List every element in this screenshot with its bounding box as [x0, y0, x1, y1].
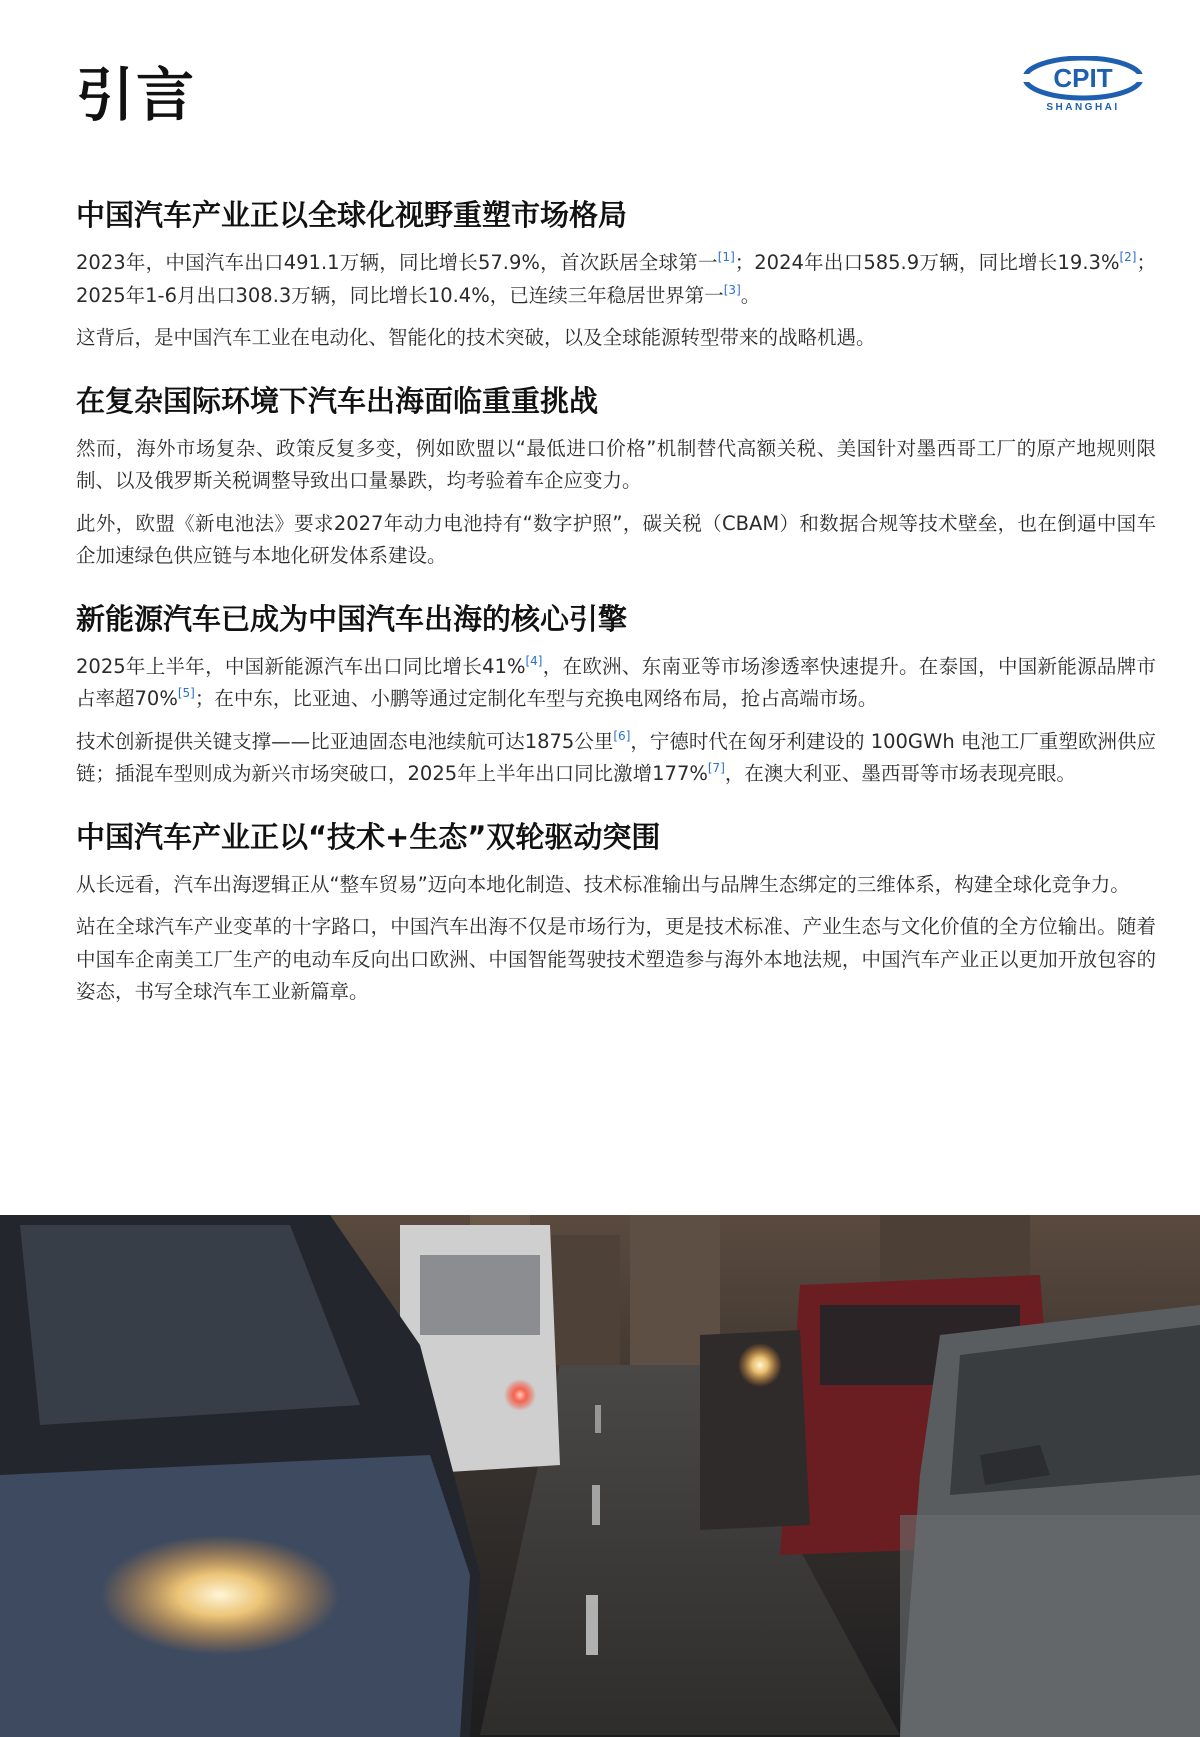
paragraph: [76, 651, 1156, 716]
paragraph: [76, 869, 1156, 902]
footnote-ref[interactable]: [3]: [723, 282, 741, 297]
page-title: 引言: [76, 61, 197, 129]
paragraph-text: 站在全球汽车产业变革的十字路口，中国汽车出海不仅是市场行为，更是技术标准、产业生态与文化价值的全方位输出。随着中国车企南美工厂生产的电动车反向出口欧洲、中国智能驾驶技术塑造参与海外本地法规，中国汽车产业正以更加开放包容的姿态，书写全球汽车工业新篇章。: [76, 915, 1156, 1003]
section-2: [76, 381, 1156, 573]
paragraph: [76, 508, 1156, 573]
paragraph-text: ，在欧洲、东南亚等市场渗透率快速提升。在泰国，中国新能源品牌市占率超70%: [76, 654, 1156, 710]
article-content: [76, 195, 1156, 1035]
paragraph: [76, 247, 1156, 312]
section-1: [76, 195, 1156, 355]
paragraph-text: ，宁德时代在匈牙利建设的 100GWh 电池工厂重塑欧洲供应链；插混车型则成为新兴市场突破口，2025年上半年出口同比激增177%: [76, 729, 1156, 785]
section-heading: 中国汽车产业正以全球化视野重塑市场格局: [76, 198, 628, 232]
logo-subtext: SHANGHAI: [1046, 102, 1120, 113]
section-heading: 中国汽车产业正以“技术+生态”双轮驱动突围: [76, 819, 661, 854]
footnote-ref[interactable]: [7]: [707, 761, 725, 775]
paragraph-text: 技术创新提供关键支撑——比亚迪固态电池续航可达1875公里: [76, 729, 614, 753]
paragraph-text: ；2025年1-6月出口308.3万辆，同比增长10.4%，已连续三年稳居世界第一: [76, 251, 1156, 307]
footnote-ref[interactable]: [4]: [525, 653, 543, 668]
footnote-ref[interactable]: [5]: [177, 686, 195, 700]
paragraph-text: ；在中东，比亚迪、小鹏等通过定制化车型与充换电网络布局，抢占高端市场。: [194, 687, 878, 710]
paragraph: [76, 433, 1156, 498]
paragraph-text: ，在澳大利亚、墨西哥等市场表现亮眼。: [724, 762, 1076, 785]
paragraph: [76, 726, 1156, 791]
section-heading: 新能源汽车已成为中国汽车出海的核心引擎: [76, 601, 628, 636]
paragraph-text: 此外，欧盟《新电池法》要求2027年动力电池持有“数字护照”，碳关税（CBAM）和数据合规等技术壁垒，也在倒逼中国车企加速绿色供应链与本地化研发体系建设。: [76, 511, 1156, 567]
footnote-ref[interactable]: [2]: [1119, 250, 1137, 264]
section-3: [76, 599, 1156, 791]
paragraph-text: 然而，海外市场复杂、政策反复多变，例如欧盟以“最低进口价格”机制替代高额关税、美国针对墨西哥工厂的原产地规则限制、以及俄罗斯关税调整导致出口量暴跌，均考验着车企应变力。: [76, 436, 1156, 492]
traffic-photo: [0, 1215, 1200, 1737]
paragraph-text: 2023年，中国汽车出口491.1万辆，同比增长57.9%，首次跃居全球第一: [76, 251, 718, 274]
paragraph-text: 从长远看，汽车出海逻辑正从“整车贸易”迈向本地化制造、技术标准输出与品牌生态绑定的三维体系，构建全球化竞争力。: [76, 872, 1130, 896]
paragraph-text: 。: [740, 283, 761, 307]
paragraph: [76, 322, 1156, 355]
section-heading: 在复杂国际环境下汽车出海面临重重挑战: [76, 383, 599, 418]
paragraph: [76, 911, 1156, 1009]
paragraph-text: ；2024年出口585.9万辆，同比增长19.3%: [734, 251, 1120, 274]
footnote-ref[interactable]: [1]: [717, 250, 735, 264]
paragraph-text: 这背后，是中国汽车工业在电动化、智能化的技术突破，以及全球能源转型带来的战略机遇。: [76, 326, 876, 349]
section-4: [76, 817, 1156, 1009]
paragraph-text: 2025年上半年，中国新能源汽车出口同比增长41%: [76, 654, 526, 678]
logo-text: CPIT: [1053, 63, 1113, 93]
footnote-ref[interactable]: [6]: [613, 728, 631, 743]
